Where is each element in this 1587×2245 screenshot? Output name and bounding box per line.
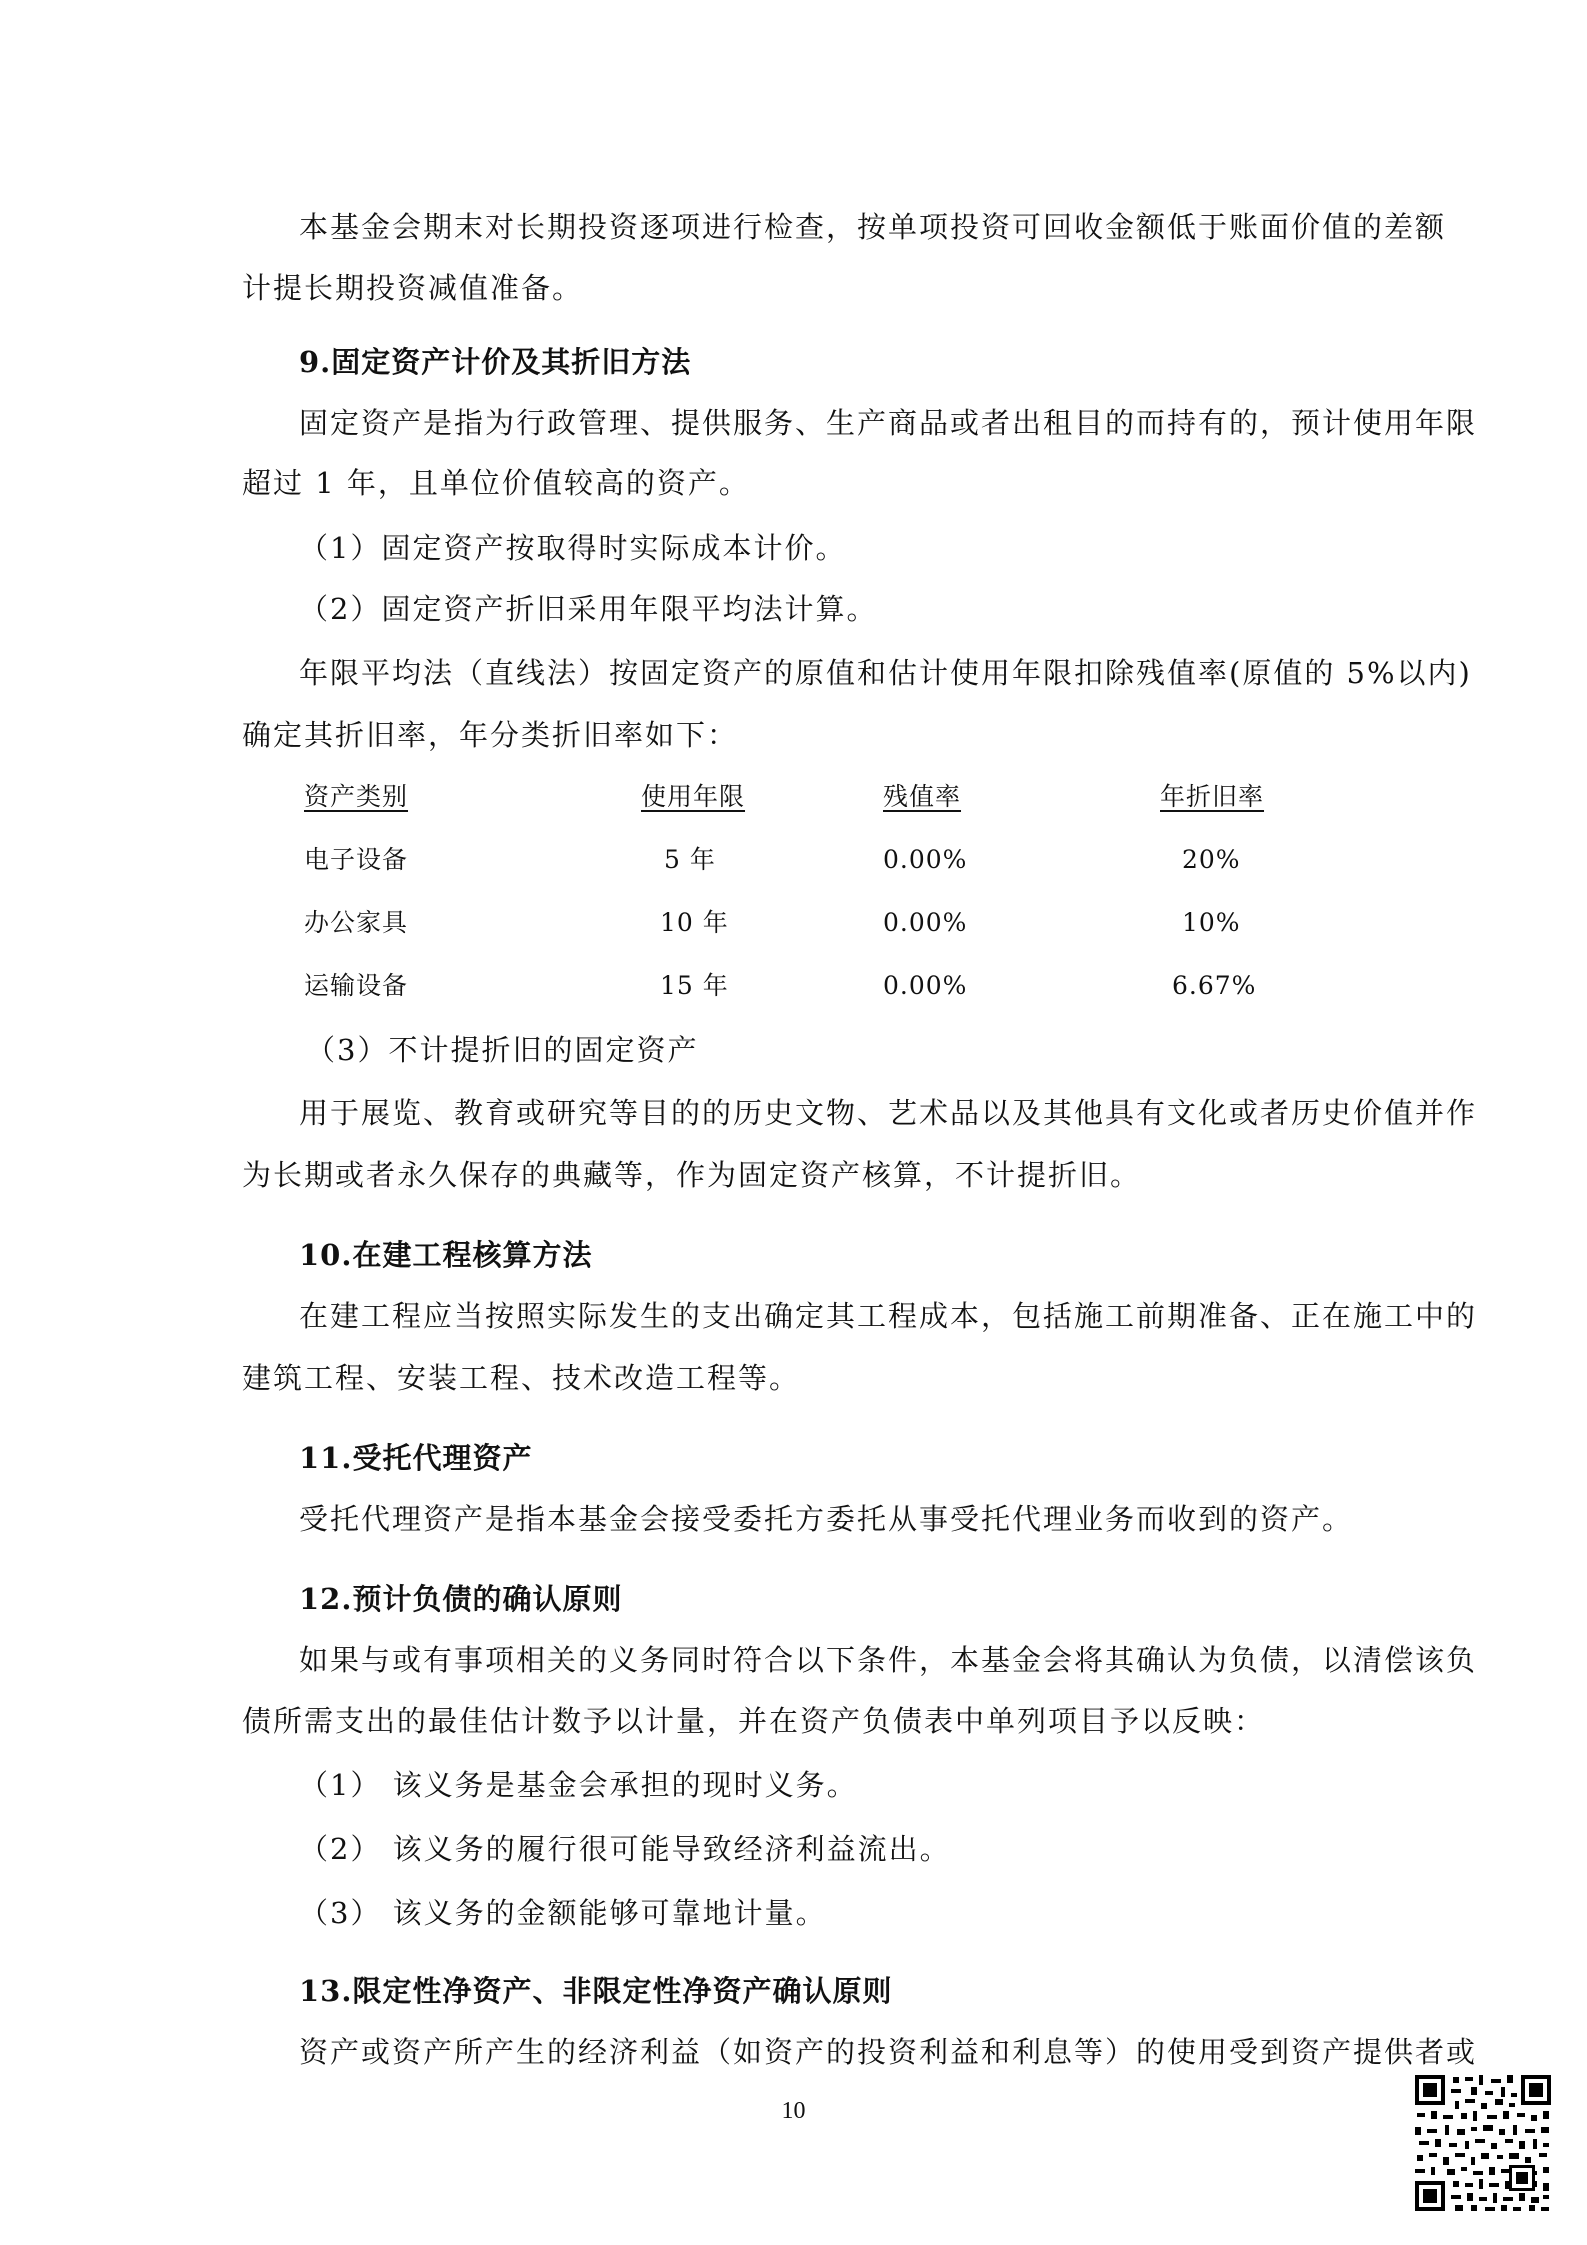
paragraph-fixed-assets-line1: 固定资产是指为行政管理、提供服务、生产商品或者出租目的而持有的，预计使用年限 [299, 406, 1478, 440]
table-cell: 10 年 [660, 908, 729, 937]
table-header-residual-rate: 残值率 [883, 782, 962, 811]
paragraph-straight-line-line1: 年限平均法（直线法）按固定资产的原值和估计使用年限扣除残值率(原值的 5%以内) [299, 656, 1472, 690]
page-number: 10 [781, 2098, 806, 2124]
section-heading-10: 10.在建工程核算方法 [299, 1238, 593, 1272]
table-cell: 办公家具 [304, 908, 409, 937]
table-cell: 0.00% [883, 845, 968, 874]
paragraph-construction-line1: 在建工程应当按照实际发生的支出确定其工程成本，包括施工前期准备、正在施工中的 [299, 1299, 1478, 1333]
paragraph-liabilities-line2: 债所需支出的最佳估计数予以计量，并在资产负债表中单列项目予以反映： [242, 1704, 1266, 1738]
paragraph-net-assets-line1: 资产或资产所产生的经济利益（如资产的投资利益和利息等）的使用受到资产提供者或 [299, 2035, 1478, 2069]
paragraph-entrusted-assets: 受托代理资产是指本基金会接受委托方委托从事受托代理业务而收到的资产。 [299, 1502, 1354, 1536]
qr-code-icon [1413, 2073, 1553, 2213]
paragraph-no-depreciation-line2: 为长期或者永久保存的典藏等，作为固定资产核算，不计提折旧。 [242, 1158, 1142, 1192]
condition-item-1: （1） 该义务是基金会承担的现时义务。 [299, 1768, 858, 1802]
table-header-useful-life: 使用年限 [641, 782, 746, 811]
table-header-category: 资产类别 [304, 782, 409, 811]
table-cell: 运输设备 [304, 971, 409, 1000]
paragraph-no-depreciation-line1: 用于展览、教育或研究等目的的历史文物、艺术品以及其他具有文化或者历史价值并作 [299, 1096, 1478, 1130]
table-cell: 0.00% [883, 971, 968, 1000]
list-item-1: （1）固定资产按取得时实际成本计价。 [299, 531, 847, 565]
section-heading-9: 9.固定资产计价及其折旧方法 [299, 345, 692, 379]
section-heading-12: 12.预计负债的确认原则 [299, 1582, 623, 1616]
table-cell: 0.00% [883, 908, 968, 937]
condition-item-3: （3） 该义务的金额能够可靠地计量。 [299, 1896, 827, 1930]
paragraph-straight-line-line2: 确定其折旧率，年分类折旧率如下： [242, 718, 739, 752]
list-item-3: （3）不计提折旧的固定资产 [306, 1033, 699, 1067]
table-cell: 电子设备 [304, 845, 409, 874]
table-cell: 6.67% [1172, 971, 1257, 1000]
condition-item-2: （2） 该义务的履行很可能导致经济利益流出。 [299, 1832, 951, 1866]
section-heading-13: 13.限定性净资产、非限定性净资产确认原则 [299, 1974, 893, 2008]
paragraph-impairment-line2: 计提长期投资减值准备。 [242, 271, 584, 305]
table-cell: 10% [1182, 908, 1241, 937]
table-cell: 20% [1182, 845, 1241, 874]
paragraph-liabilities-line1: 如果与或有事项相关的义务同时符合以下条件，本基金会将其确认为负债，以清偿该负 [299, 1643, 1478, 1677]
paragraph-impairment-line1: 本基金会期末对长期投资逐项进行检查，按单项投资可回收金额低于账面价值的差额 [299, 210, 1447, 244]
table-cell: 15 年 [660, 971, 729, 1000]
section-heading-11: 11.受托代理资产 [299, 1441, 533, 1475]
paragraph-fixed-assets-line2: 超过 1 年，且单位价值较高的资产。 [242, 466, 750, 500]
paragraph-construction-line2: 建筑工程、安装工程、技术改造工程等。 [242, 1361, 801, 1395]
table-header-annual-rate: 年折旧率 [1160, 782, 1265, 811]
table-cell: 5 年 [664, 845, 716, 874]
list-item-2: （2）固定资产折旧采用年限平均法计算。 [299, 592, 878, 626]
